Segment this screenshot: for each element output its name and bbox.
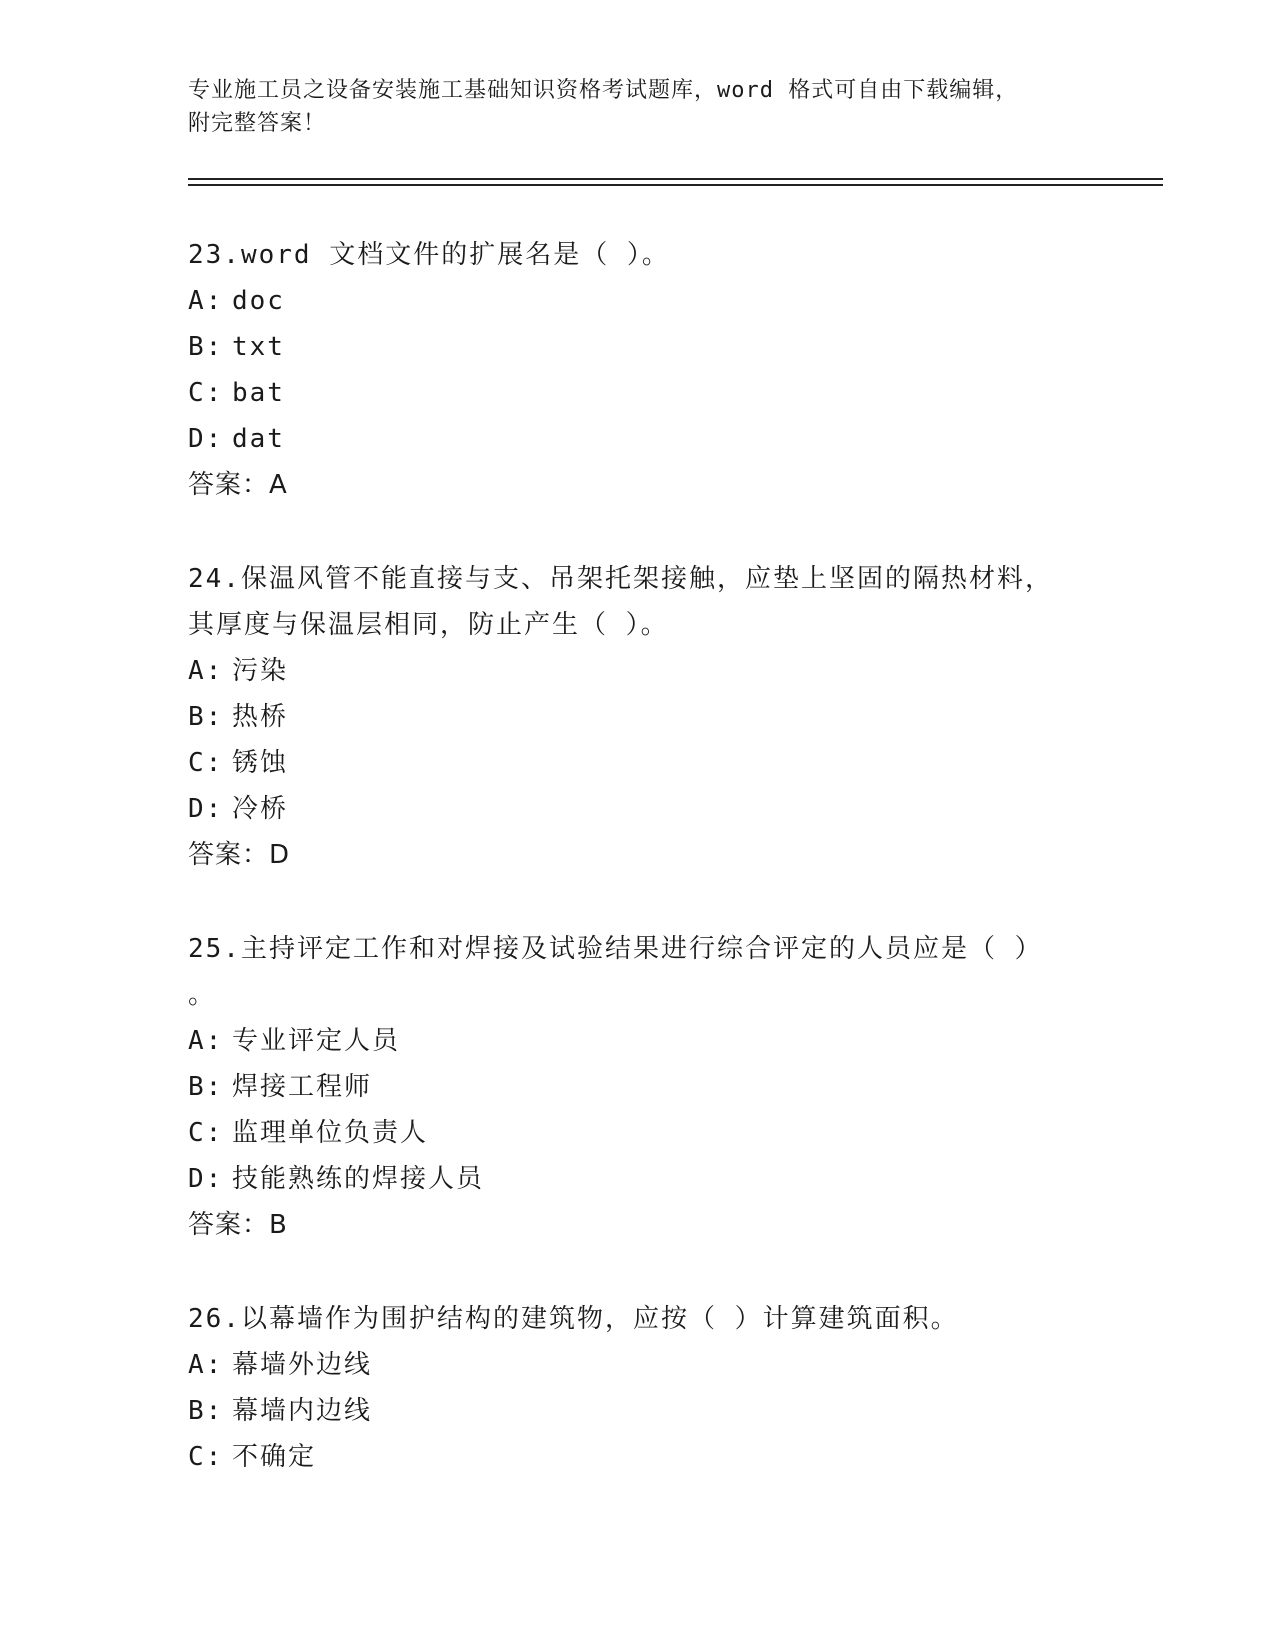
answer-line: 答案：B <box>188 1210 288 1240</box>
question-list <box>188 232 1088 1528</box>
option-letter: D: <box>188 424 224 454</box>
question-stem: 24.保温风管不能直接与支、吊架托架接触，应垫上坚固的隔热材料， <box>188 564 1053 594</box>
option-text: 技能熟练的焊接人员 <box>232 1164 485 1194</box>
option-letter: B: <box>188 332 224 362</box>
option-text: 专业评定人员 <box>232 1026 401 1056</box>
header-divider-bottom <box>188 184 1163 186</box>
option-d <box>188 1156 1088 1202</box>
option-text: bat <box>232 378 285 408</box>
option-text: doc <box>232 286 285 316</box>
question-24 <box>188 556 1088 878</box>
option-letter: C: <box>188 1118 224 1148</box>
option-text: 污染 <box>232 656 289 686</box>
option-letter: C: <box>188 748 224 778</box>
option-letter: A: <box>188 1350 224 1380</box>
question-23 <box>188 232 1088 508</box>
option-a <box>188 1018 1088 1064</box>
option-d <box>188 786 1088 832</box>
option-a <box>188 1342 1088 1388</box>
question-stem: 23.word 文档文件的扩展名是（ ）。 <box>188 240 670 270</box>
header-line-2: 附完整答案！ <box>188 111 327 136</box>
header-divider-top <box>188 178 1163 180</box>
option-text: 焊接工程师 <box>232 1072 373 1102</box>
option-b <box>188 1388 1088 1434</box>
option-text: dat <box>232 424 285 454</box>
answer-line: 答案：A <box>188 470 288 500</box>
option-letter: B: <box>188 1396 224 1426</box>
question-26 <box>188 1296 1088 1480</box>
option-c <box>188 370 1088 416</box>
option-text: 热桥 <box>232 702 289 732</box>
question-stem-continued: 。 <box>188 980 217 1010</box>
option-a <box>188 648 1088 694</box>
question-stem: 26.以幕墙作为围护结构的建筑物，应按（ ）计算建筑面积。 <box>188 1304 959 1334</box>
question-stem-continued: 其厚度与保温层相同，防止产生（ ）。 <box>188 610 669 640</box>
option-c <box>188 1110 1088 1156</box>
option-text: 不确定 <box>232 1442 317 1472</box>
document-header <box>188 74 1088 140</box>
answer-line: 答案：D <box>188 840 291 870</box>
option-text: 幕墙内边线 <box>232 1396 373 1426</box>
header-line-1: 专业施工员之设备安装施工基础知识资格考试题库，word 格式可自由下载编辑， <box>188 78 1019 103</box>
option-letter: C: <box>188 1442 224 1472</box>
option-text: txt <box>232 332 285 362</box>
option-b <box>188 694 1088 740</box>
option-letter: A: <box>188 286 224 316</box>
option-c <box>188 1434 1088 1480</box>
option-d <box>188 416 1088 462</box>
option-text: 监理单位负责人 <box>232 1118 429 1148</box>
option-letter: B: <box>188 702 224 732</box>
question-stem: 25.主持评定工作和对焊接及试验结果进行综合评定的人员应是（ ） <box>188 934 1043 964</box>
option-b <box>188 1064 1088 1110</box>
option-letter: D: <box>188 794 224 824</box>
option-letter: C: <box>188 378 224 408</box>
question-25 <box>188 926 1088 1248</box>
option-c <box>188 740 1088 786</box>
option-text: 幕墙外边线 <box>232 1350 373 1380</box>
option-letter: D: <box>188 1164 224 1194</box>
option-b <box>188 324 1088 370</box>
option-text: 锈蚀 <box>232 748 289 778</box>
option-text: 冷桥 <box>232 794 289 824</box>
option-letter: B: <box>188 1072 224 1102</box>
option-letter: A: <box>188 656 224 686</box>
option-letter: A: <box>188 1026 224 1056</box>
option-a <box>188 278 1088 324</box>
